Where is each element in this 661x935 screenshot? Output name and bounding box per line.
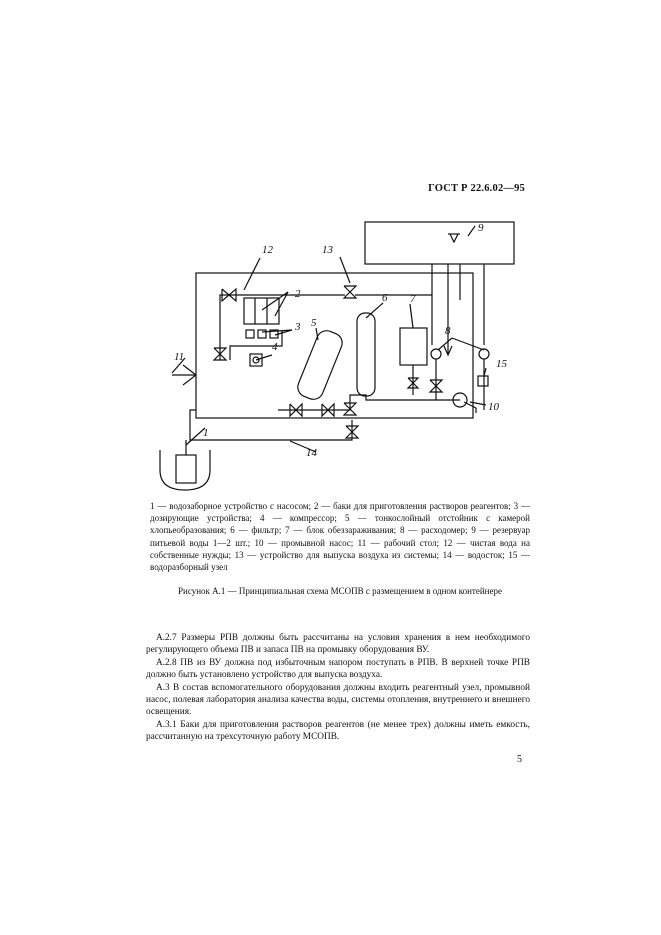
label-9: 9 (478, 222, 484, 234)
label-10: 10 (488, 401, 499, 413)
paragraph-a31: А.3.1 Баки для приготовления растворов реагентов (не менее трех) должны иметь емкость, рассчитанную на трехсуточную работу МСОПВ. (146, 719, 530, 743)
paragraph-a27: А.2.7 Размеры РПВ должны быть рассчитаны на условия хранения в нем необходимого регулирующего объема ПВ и запаса ПВ на промывку оборудования ВУ. (146, 633, 530, 656)
figure-caption: Рисунок А.1 — Принципиальная схема МСОПВ с размещением в одном контейнере (178, 586, 502, 596)
document-header: ГОСТ Р 22.6.02—95 (428, 183, 525, 194)
label-11: 11 (174, 351, 185, 363)
label-13: 13 (322, 244, 333, 256)
disinfection-block (400, 328, 427, 365)
settler-5 (295, 328, 345, 403)
label-3: 3 (295, 321, 301, 333)
intake-device (176, 455, 196, 483)
figure-legend (150, 500, 530, 573)
paragraph-a28: А.2.8 ПВ из ВУ должна под избыточным напором поступать в РПВ. В верхней точке РПВ должно быть установлено устройство для выпуска воздуха. (146, 657, 530, 681)
label-8: 8 (445, 325, 451, 337)
label-4: 4 (272, 341, 278, 353)
filter-6 (357, 313, 375, 396)
label-12: 12 (262, 244, 273, 256)
label-14: 14 (306, 447, 317, 459)
tank-9 (365, 222, 514, 264)
label-5: 5 (311, 317, 317, 329)
label-1: 1 (203, 427, 209, 439)
flowmeter-8 (431, 349, 441, 359)
legend-text: 1 — водозаборное устройство с насосом; 2 — баки для приготовления растворов реагентов; 3 — дозирующие устройства; 4 — компрессор; 5 — тонкослойный отстойник с камерой хлопьеобразования; 6 — фильтр; 7 — блок обеззараживания; 8 — расходомер; 9 — резервуар питьевой воды 1—2 шт.; 10 — промывной насос; 11 — рабочий стол; 12 — чистая вода на собственные нужды; 13 — устройство для выпуска воздуха из системы; 14 — водосток; 15 — водоразборный узел (150, 501, 530, 573)
label-7: 7 (410, 293, 416, 305)
body-text (146, 632, 530, 744)
label-15: 15 (496, 358, 507, 370)
paragraph-a3: А.3 В состав вспомогательного оборудования должны входить реагентный узел, промывной насос, полевая лаборатория анализа качества воды, системы отопления, внутреннего и внешнего освещения. (146, 682, 530, 718)
page-number: 5 (517, 754, 522, 765)
label-6: 6 (382, 292, 388, 304)
label-2: 2 (295, 288, 301, 300)
